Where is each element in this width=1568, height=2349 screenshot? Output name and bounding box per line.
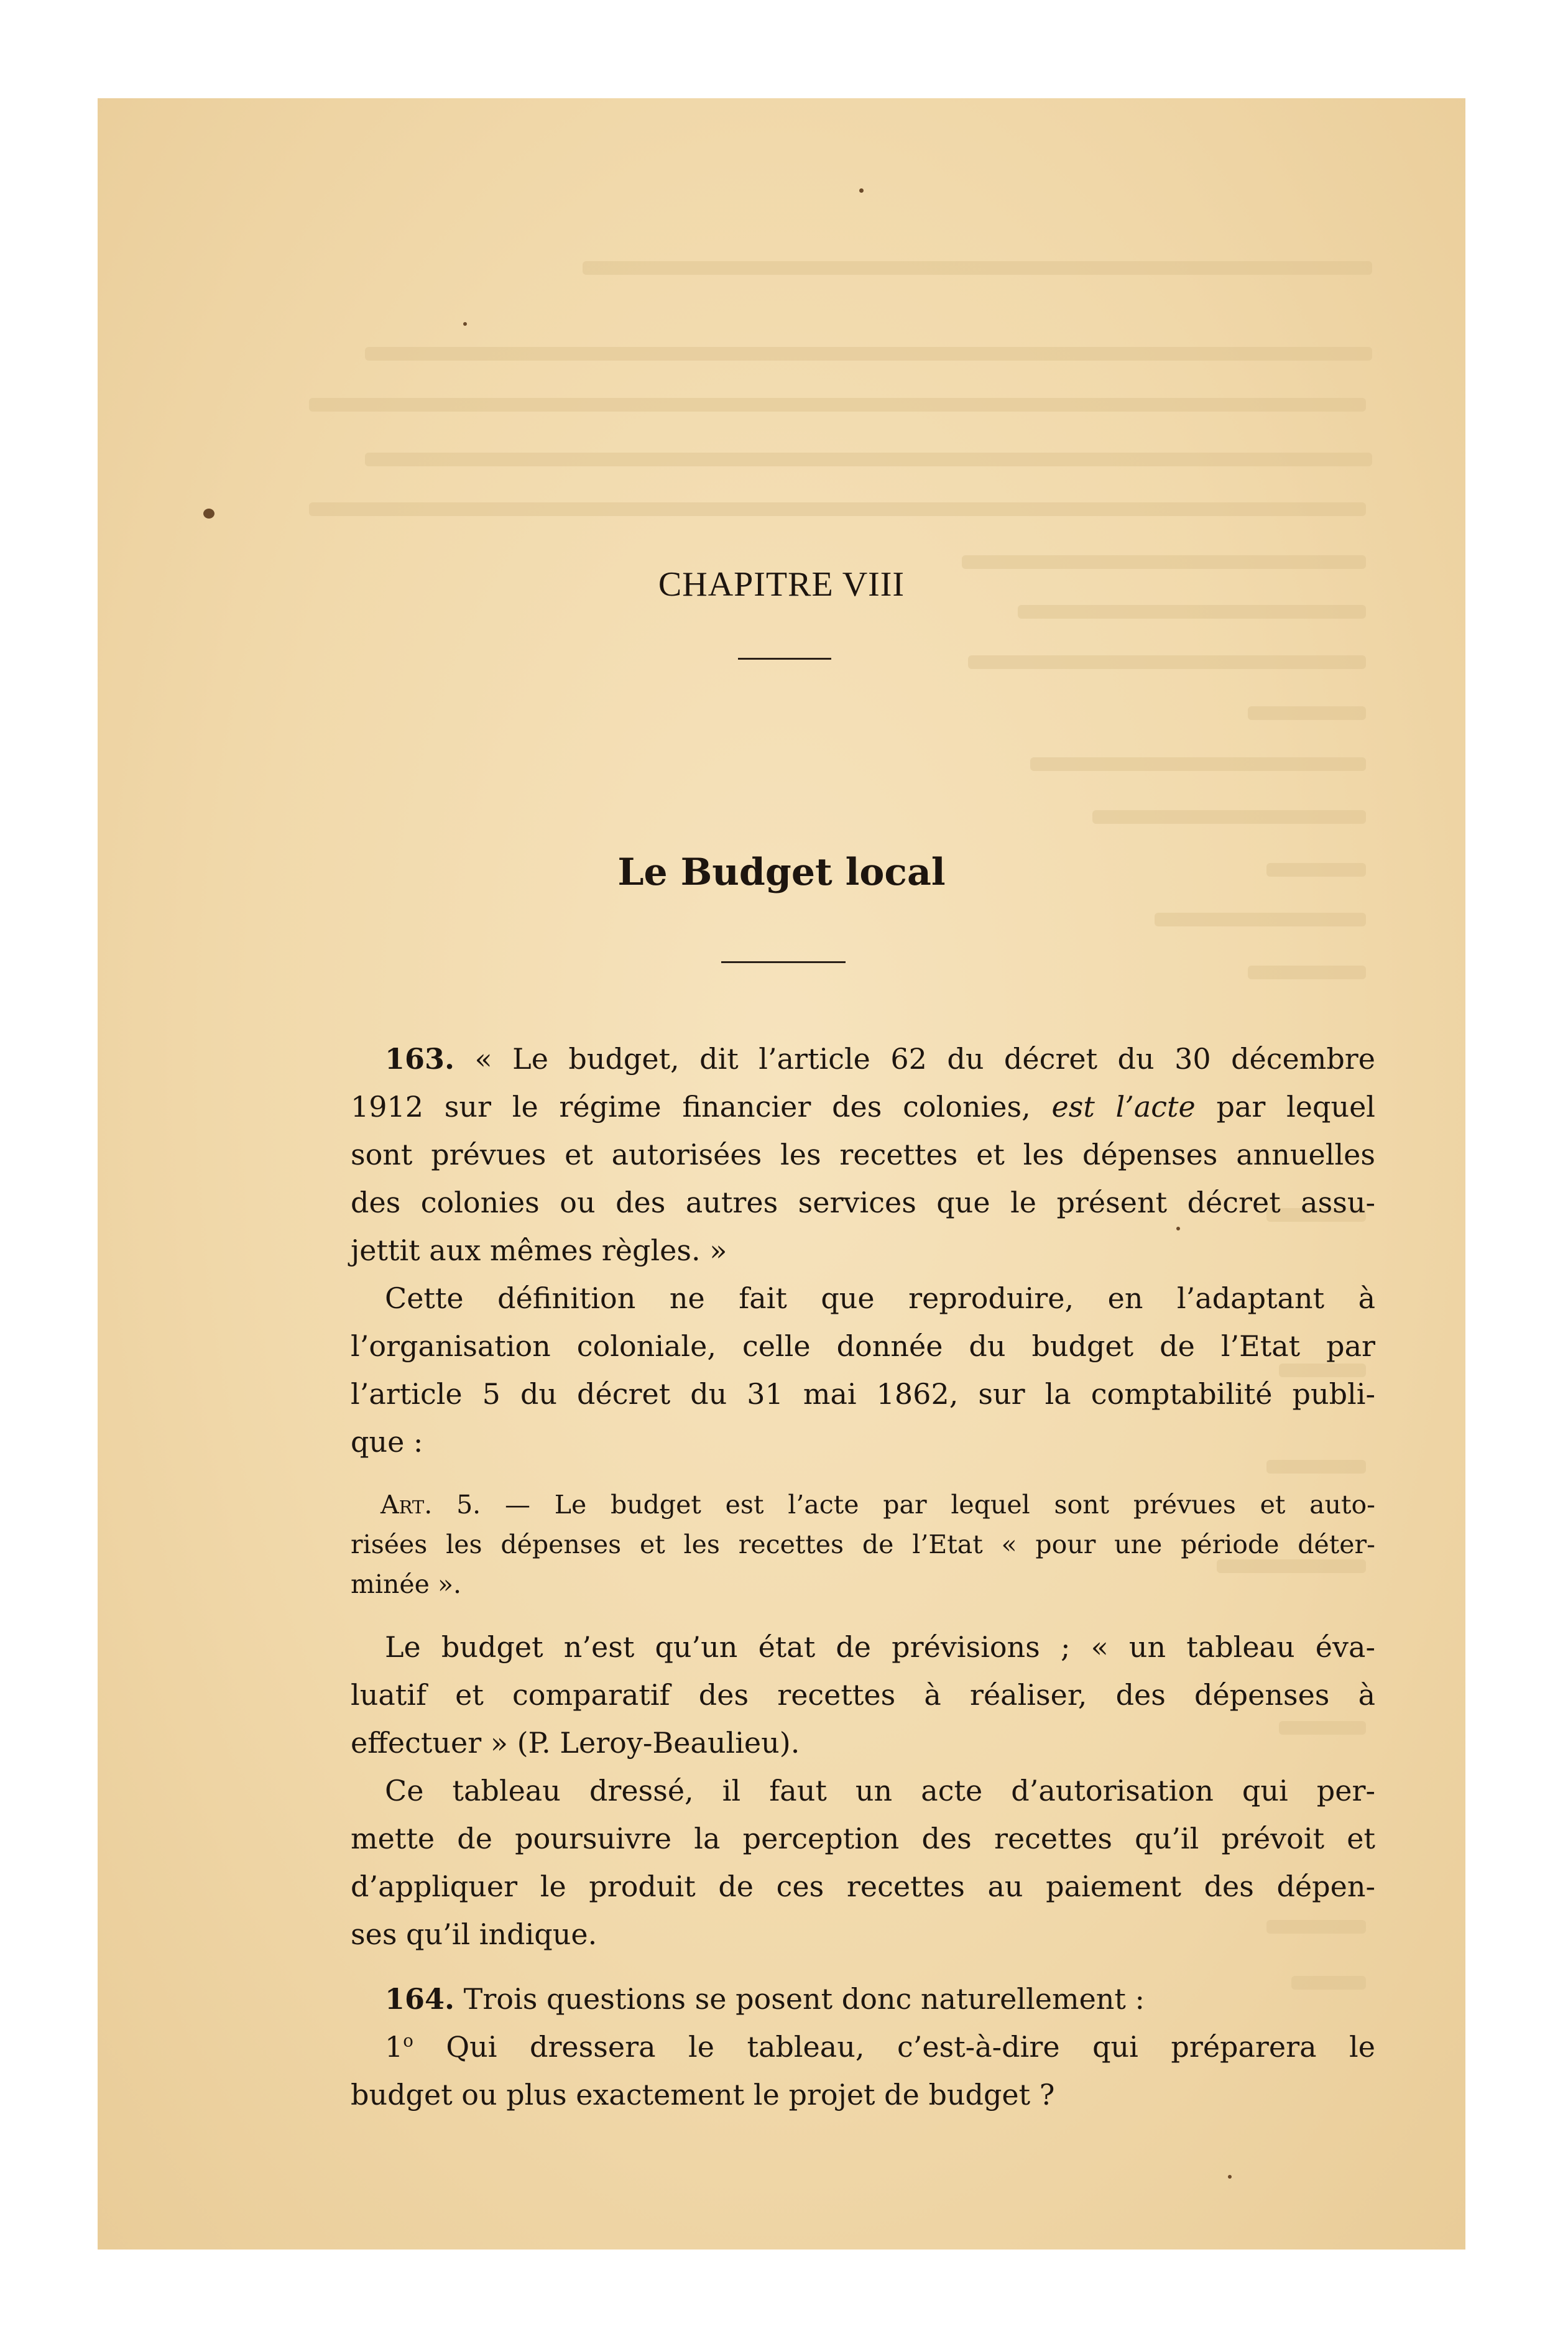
paragraph-163-line: 163. « Le budget, dit l’article 62 du décret du 30 décembre <box>385 1042 1375 1076</box>
page-text <box>98 98 1465 2250</box>
previsions-line: effectuer » (P. Leroy-Beaulieu). <box>351 1726 800 1760</box>
previsions-line: Le budget n’est qu’un état de prévisions ; « un tableau éva- <box>385 1630 1375 1664</box>
definition-line: que : <box>351 1425 423 1459</box>
item-1-line: 1$^o$ Qui dressera le tableau, c’est-à-dire qui préparera le <box>385 2030 1375 2064</box>
tableau-line: ses qu’il indique. <box>351 1918 597 1951</box>
paragraph-number: 163. <box>385 1042 455 1076</box>
tableau-line: mette de poursuivre la perception des recettes qu’il prévoit et <box>351 1822 1375 1855</box>
paragraph-number: 164. <box>385 1982 455 2016</box>
previsions-line: luatif et comparatif des recettes à réaliser, des dépenses à <box>351 1678 1375 1712</box>
quote-line: risées les dépenses et les recettes de l’Etat « pour une période déter- <box>351 1530 1375 1559</box>
chapter-heading: CHAPITRE VIII <box>658 565 905 604</box>
title-rule <box>721 961 846 963</box>
book-page <box>98 98 1465 2250</box>
item-marker: 1 <box>385 2030 404 2064</box>
emphasis: est l’acte <box>1051 1090 1196 1124</box>
definition-line: l’organisation coloniale, celle donnée du budget de l’Etat par <box>351 1329 1375 1363</box>
paragraph-163-line: 1912 sur le régime financier des colonies, est l’acte par lequel <box>351 1090 1376 1124</box>
quote-line: minée ». <box>351 1569 462 1599</box>
quote-line: Art. 5. — Le budget est l’acte par lequel sont prévues et auto- <box>380 1490 1375 1520</box>
tableau-line: d’appliquer le produit de ces recettes au paiement des dépen- <box>351 1870 1375 1903</box>
definition-line: Cette définition ne fait que reproduire, en l’adaptant à <box>385 1281 1375 1315</box>
paragraph-163-line: jettit aux mêmes règles. » <box>351 1234 727 1267</box>
paragraph-164-line: 164. Trois questions se posent donc naturellement : <box>385 1982 1145 2016</box>
tableau-line: Ce tableau dressé, il faut un acte d’autorisation qui per- <box>385 1774 1375 1807</box>
article-label: Art. 5. <box>380 1490 481 1520</box>
definition-line: l’article 5 du décret du 31 mai 1862, sur la comptabilité publi- <box>351 1377 1375 1411</box>
paragraph-163-line: sont prévues et autorisées les recettes et les dépenses annuelles <box>351 1138 1375 1171</box>
item-1-line: budget ou plus exactement le projet de budget ? <box>351 2078 1055 2111</box>
heading-rule <box>738 658 831 660</box>
chapter-title: Le Budget local <box>617 851 946 894</box>
paragraph-163-line: des colonies ou des autres services que le présent décret assu- <box>351 1186 1375 1219</box>
